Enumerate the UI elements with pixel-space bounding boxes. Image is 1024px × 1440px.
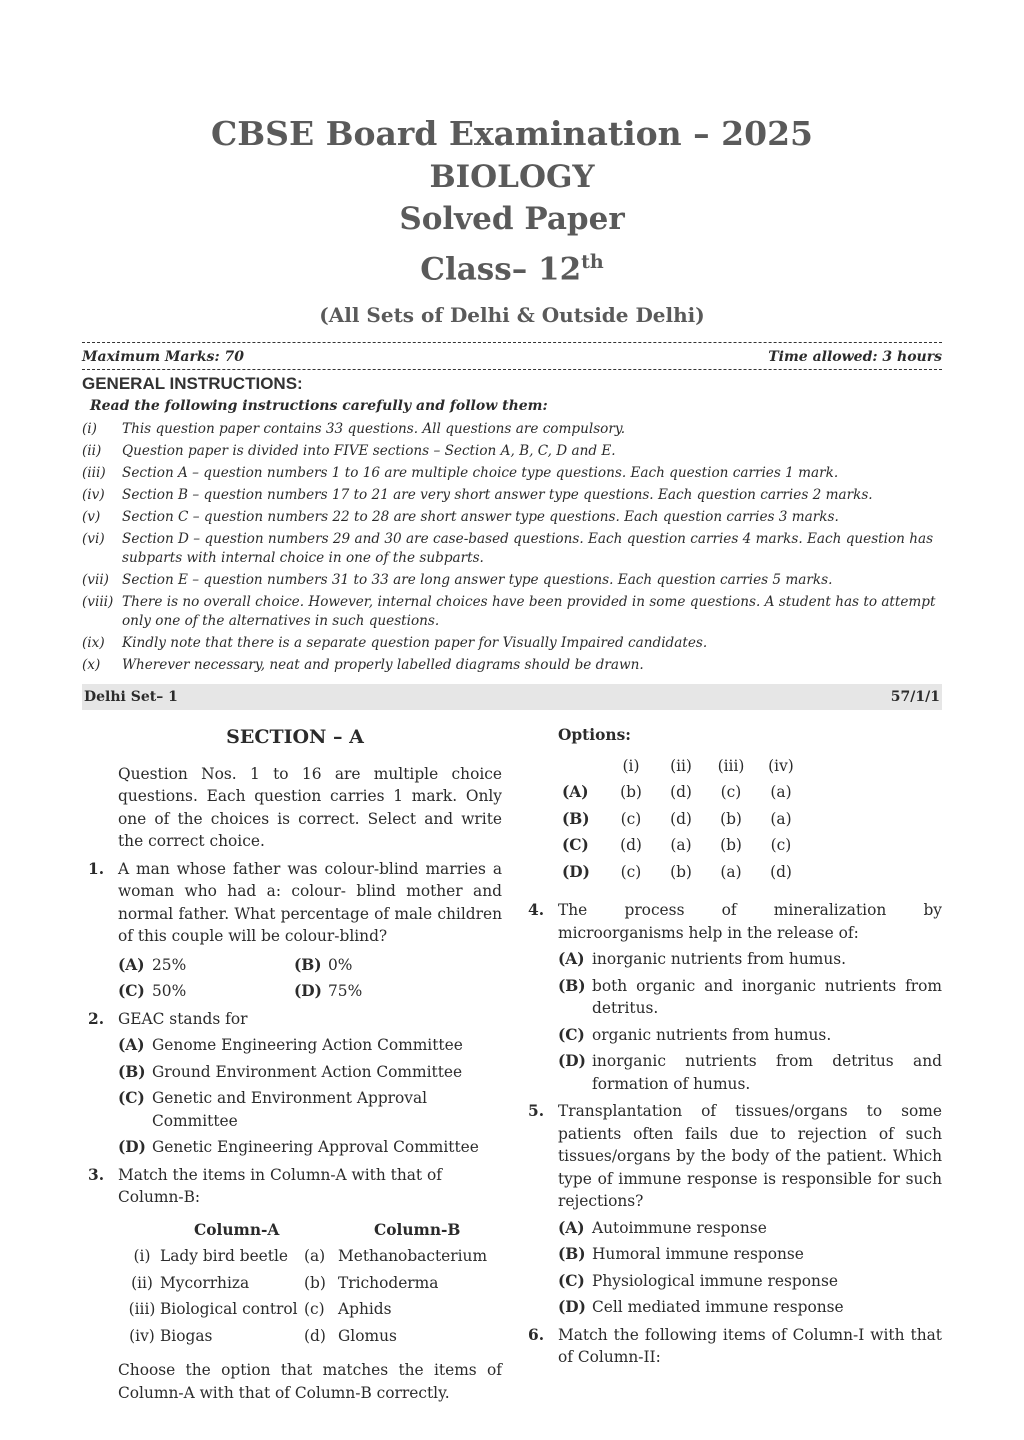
option: (A) Genome Engineering Action Committee (118, 1036, 463, 1054)
option: (B) 0% (294, 955, 353, 974)
question-text: Transplantation of tissues/organs to some patients often fails due to rejection of such tissues/organs by the body of the patient. Which type of immune response is responsible for such rejections? (558, 1102, 942, 1210)
table-row: (i) Lady bird beetle (a) Methanobacterium (133, 1247, 488, 1265)
instruction-list (82, 420, 942, 675)
instruction-item: (v) Section C – question numbers 22 to 28 are short answer type questions. Each question carries 3 marks. (82, 509, 839, 525)
options-grid (118, 954, 502, 1003)
section-heading: SECTION – A (226, 726, 364, 748)
option: (A) 25% (118, 955, 187, 974)
left-column (88, 724, 502, 1404)
question-text: The process of mineralization by microorganisms help in the release of: (558, 901, 942, 942)
instruction-item: (iv) Section B – question numbers 17 to 21 are very short answer type questions. Each question carries 2 marks. (82, 487, 873, 503)
class-title: Class– 12th (420, 251, 604, 288)
section-intro: Question Nos. 1 to 16 are multiple choice questions. Each question carries 1 mark. Only one of the choices is correct. Select and write the correct choice. (118, 764, 502, 850)
table-row: (A) (b) (d) (c) (a) (562, 783, 792, 801)
table-row: (C) (d) (a) (b) (c) (562, 836, 792, 854)
option: (C) 50% (118, 982, 187, 1000)
instruction-item: (x) Wherever necessary, neat and properly labelled diagrams should be drawn. (82, 657, 644, 673)
set-name: Delhi Set– 1 (84, 689, 178, 705)
match-options-table: (i) (ii) (iii) (iv) (A) (b) (d) (c) (a) (B) (c) (d) (b) (a) (C) (d) (a) (b) (c) (D) (c) (b) (a) (d) (562, 753, 806, 886)
match-instruction: Choose the option that matches the items of Column-A with that of Column-B correctly. (118, 1361, 502, 1402)
option: (C) Genetic and Environment Approval Committee (118, 1089, 428, 1130)
instruction-item: (viii) There is no overall choice. However, internal choices have been provided in some questions. A student has to attempt only one of the alternatives in such questions. (82, 594, 936, 629)
exam-title: CBSE Board Examination – 2025 (210, 114, 813, 153)
question-5: 5. Transplantation of tissues/organs to some patients often fails due to rejection of such tissues/organs by the body of the patient. Which type of immune response is responsible for such rejections? (A) Autoimmune response (B) Humoral immune response (C) Physiological immune response (D) Cell mediated immune response (528, 1100, 942, 1319)
table-row: (D) (c) (b) (a) (d) (562, 862, 792, 881)
match-table (124, 1215, 487, 1350)
question-6: 6. Match the following items of Column-I with that of Column-II: (528, 1324, 942, 1369)
table-row: (ii) Mycorrhiza (b) Trichoderma (131, 1273, 439, 1292)
dashed-divider-bottom (82, 369, 942, 370)
option: (B) both organic and inorganic nutrients from detritus. (558, 976, 942, 1017)
instruction-item: (ix) Kindly note that there is a separate question paper for Visually Impaired candidates. (82, 635, 708, 651)
table-row: (iii) Biological control (c) Aphids (128, 1300, 392, 1318)
instruction-item: (iii) Section A – question numbers 1 to 16 are multiple choice type questions. Each question carries 1 mark. (82, 465, 839, 481)
option: (A) inorganic nutrients from humus. (558, 950, 847, 968)
option: (C) organic nutrients from humus. (558, 1025, 832, 1044)
subject-title: BIOLOGY (429, 159, 595, 195)
instruction-item: (i) This question paper contains 33 questions. All questions are compulsory. (82, 421, 626, 437)
instruction-item: (vi) Section D – question numbers 29 and 30 are case-based questions. Each question carries 4 marks. Each question has subparts with internal choice in one of the subparts. (82, 531, 934, 566)
column-b-header: Column-B (374, 1220, 461, 1239)
column-a-header: Column-A (194, 1220, 280, 1239)
option: (B) Ground Environment Action Committee (118, 1062, 463, 1081)
instruction-item: (vii) Section E – question numbers 31 to 33 are long answer type questions. Each question carries 5 marks. (82, 572, 833, 588)
options-title: Options: (558, 726, 631, 744)
paper-type: Solved Paper (399, 201, 625, 237)
set-code: 57/1/1 (890, 689, 940, 705)
option: (D) Cell mediated immune response (558, 1298, 844, 1316)
question-1: 1. A man whose father was colour-blind marries a woman who had a: colour- blind mother and normal father. What percentage of male children of this couple will be colour-blind? (A) 25% (B) 0% (C) 50% (D) 75% (88, 858, 502, 1003)
question-4: 4. The process of mineralization by microorganisms help in the release of: (A) inorganic nutrients from humus. (B) both organic and inorganic nutrients from detritus. (C) organic nutrients from humus. (D) inorganic nutrients from detritus and formation of humus. (528, 899, 942, 1095)
option: (B) Humoral immune response (558, 1245, 804, 1263)
question-text: A man whose father was colour-blind marries a woman who had a: colour- blind mother and normal father. What percentage of male children of this couple will be colour-blind? (118, 859, 502, 945)
maximum-marks: Maximum Marks: 70 (82, 349, 244, 365)
question-text: Match the items in Column-A with that of Column-B: (118, 1165, 442, 1206)
sets-subtitle: (All Sets of Delhi & Outside Delhi) (319, 303, 705, 328)
option: (C) Physiological immune response (558, 1271, 838, 1290)
table-row: (B) (c) (d) (b) (a) (562, 809, 792, 828)
question-text: GEAC stands for (118, 1009, 248, 1028)
right-column (528, 724, 942, 1369)
paper-header (0, 112, 1024, 335)
general-instructions (82, 373, 942, 675)
time-allowed: Time allowed: 3 hours (768, 349, 942, 365)
marks-row (82, 349, 942, 365)
instructions-lead: Read the following instructions carefully and follow them: (90, 398, 548, 414)
option: (D) inorganic nutrients from detritus and formation of humus. (558, 1052, 942, 1093)
question-text: Match the following items of Column-I with that of Column-II: (558, 1325, 942, 1366)
option: (A) Autoimmune response (558, 1218, 767, 1237)
dashed-divider-top (82, 342, 942, 343)
instructions-title: GENERAL INSTRUCTIONS: (82, 374, 303, 393)
option: (D) Genetic Engineering Approval Committee (118, 1138, 479, 1156)
question-2: 2. GEAC stands for (A) Genome Engineering Action Committee (B) Ground Environment Action Committee (C) Genetic and Environment Approval Committee (D) Genetic Engineering Approval Committee (88, 1008, 502, 1159)
question-3: 3. Match the items in Column-A with that of Column-B: Column-A Column-B (i) Lady bird beetle (a) Methanobacterium (ii) Mycorrhiza (b) Trichoderma (iii) Biological control (c) Aphids (iv) Biogas (d) Glomus Choose the option that matches the items of Column-A with that of Column-B correctly. (88, 1164, 502, 1405)
table-row: (iv) Biogas (d) Glomus (129, 1326, 397, 1345)
set-bar (82, 684, 942, 710)
option: (D) 75% (294, 982, 363, 1000)
instruction-item: (ii) Question paper is divided into FIVE sections – Section A, B, C, D and E. (82, 443, 616, 459)
